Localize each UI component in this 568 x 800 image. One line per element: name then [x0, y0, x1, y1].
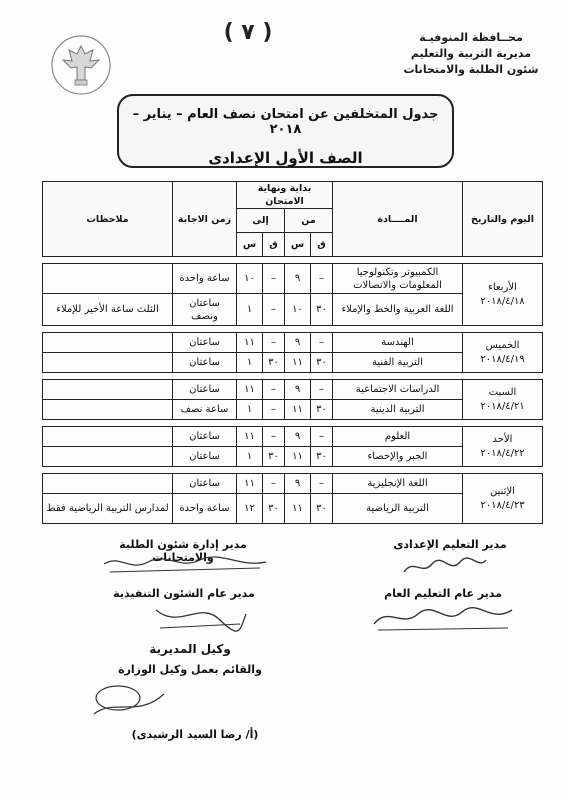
subject-cell: التربية الفنية: [333, 353, 463, 373]
header-subject: المــــادة: [333, 182, 463, 257]
to-minute-cell: –: [263, 380, 285, 400]
grade-title: الصف الأول الإعدادى: [208, 149, 363, 167]
handwritten-signature-icon: [400, 554, 490, 580]
notes-cell: [43, 333, 173, 353]
from-minute-cell: ٣٠: [311, 447, 333, 467]
handwritten-signature-icon: [100, 552, 270, 576]
day-cell: [463, 380, 543, 420]
subject-cell: الجبر والإحصاء: [333, 447, 463, 467]
header-from-hour: س: [285, 233, 311, 257]
subject-cell: الهندسة: [333, 333, 463, 353]
from-minute-cell: –: [311, 474, 333, 494]
subject-cell: الكمبيوتر وتكنولوجيا المعلومات والاتصالات: [333, 264, 463, 294]
notes-cell: لمدارس التربية الرياضية فقط: [43, 494, 173, 524]
duration-cell: ساعة واحدة: [173, 264, 237, 294]
notes-cell: الثلث ساعة الأخير للإملاء: [43, 294, 173, 326]
notes-cell: [43, 427, 173, 447]
duration-cell: ساعتان: [173, 353, 237, 373]
day-name: الخميس: [485, 339, 520, 351]
subject-cell: اللغة العربية والخط والإملاء: [333, 294, 463, 326]
department-name: شئون الطلبة والامتحانات: [403, 63, 539, 76]
from-minute-cell: ٣٠: [311, 494, 333, 524]
handwritten-signature-icon: [150, 600, 250, 636]
from-minute-cell: –: [311, 427, 333, 447]
header-from-minute: ق: [311, 233, 333, 257]
executive-director-signature-label: مدير عام الشئون التنفيذية: [113, 587, 255, 600]
duration-cell: ساعتان: [173, 427, 237, 447]
deputy-acting-title-label: والقائم بعمل وكيل الوزارة: [118, 663, 262, 676]
header-to-hour: س: [237, 233, 263, 257]
to-hour-cell: ١١: [237, 474, 263, 494]
to-minute-cell: ٣٠: [263, 494, 285, 524]
header-to-minute: ق: [263, 233, 285, 257]
handwritten-signature-icon: [368, 600, 518, 634]
from-minute-cell: ٣٠: [311, 353, 333, 373]
to-minute-cell: –: [263, 294, 285, 326]
header-day-date: اليوم والتاريخ: [463, 182, 543, 257]
to-hour-cell: ١: [237, 294, 263, 326]
subject-cell: العلوم: [333, 427, 463, 447]
table-row: [43, 474, 543, 494]
duration-cell: ساعتان: [173, 474, 237, 494]
day-date: ٢٠١٨/٤/١٩: [480, 353, 525, 365]
table-row: [43, 333, 543, 353]
from-minute-cell: –: [311, 380, 333, 400]
from-hour-cell: ٩: [285, 474, 311, 494]
duration-cell: ساعتان: [173, 380, 237, 400]
notes-cell: [43, 447, 173, 467]
to-hour-cell: ١٠: [237, 264, 263, 294]
from-hour-cell: ١١: [285, 494, 311, 524]
header-time-range: بداية ونهاية الامتحان: [237, 182, 333, 209]
to-minute-cell: –: [263, 400, 285, 420]
to-hour-cell: ١١: [237, 333, 263, 353]
from-minute-cell: ٣٠: [311, 294, 333, 326]
title-box: [117, 94, 454, 168]
subject-cell: التربية الدينية: [333, 400, 463, 420]
directorate-name: مديرية التربية والتعليم: [410, 47, 532, 60]
header-notes: ملاحظات: [43, 182, 173, 257]
from-hour-cell: ١٠: [285, 294, 311, 326]
from-hour-cell: ١١: [285, 353, 311, 373]
to-hour-cell: ١: [237, 400, 263, 420]
duration-cell: ساعتان: [173, 333, 237, 353]
notes-cell: [43, 400, 173, 420]
from-minute-cell: –: [311, 264, 333, 294]
day-date: ٢٠١٨/٤/١٨: [480, 295, 525, 307]
notes-cell: [43, 380, 173, 400]
deputy-title-label: وكيل المديرية: [149, 642, 231, 656]
duration-cell: ساعة نصف: [173, 400, 237, 420]
from-hour-cell: ٩: [285, 380, 311, 400]
table-row: [43, 380, 543, 400]
from-minute-cell: ٣٠: [311, 400, 333, 420]
to-minute-cell: –: [263, 427, 285, 447]
deputy-name-label: (أ/ رضا السيد الرشيدى): [131, 728, 259, 741]
table-row: [43, 264, 543, 294]
subject-cell: التربية الرياضية: [333, 494, 463, 524]
day-cell: [463, 427, 543, 467]
day-date: ٢٠١٨/٤/٢٢: [480, 447, 525, 459]
from-hour-cell: ٩: [285, 333, 311, 353]
day-cell: [463, 474, 543, 524]
document-title: جدول المتخلفين عن امتحان نصف العام – يناير – ٢٠١٨: [132, 107, 439, 137]
to-hour-cell: ١: [237, 353, 263, 373]
governorate-name: محــافظة المنوفيـة: [419, 31, 523, 44]
prep-director-signature-label: مدير التعليم الإعدادى: [393, 538, 507, 551]
from-minute-cell: –: [311, 333, 333, 353]
eagle-emblem-icon: [50, 34, 112, 96]
from-hour-cell: ٩: [285, 427, 311, 447]
from-hour-cell: ٩: [285, 264, 311, 294]
day-date: ٢٠١٨/٤/٢٣: [480, 499, 525, 511]
duration-cell: ساعتان ونصف: [173, 294, 237, 326]
notes-cell: [43, 264, 173, 294]
to-minute-cell: ٣٠: [263, 447, 285, 467]
notes-cell: [43, 353, 173, 373]
day-cell: [463, 264, 543, 326]
notes-cell: [43, 474, 173, 494]
day-name: الإثنين: [490, 485, 515, 497]
day-name: السبت: [488, 386, 517, 398]
header-from: من: [285, 209, 333, 233]
subject-cell: الدراسات الاجتماعية: [333, 380, 463, 400]
to-minute-cell: –: [263, 474, 285, 494]
from-hour-cell: ١١: [285, 400, 311, 420]
table-row: [43, 427, 543, 447]
from-hour-cell: ١١: [285, 447, 311, 467]
to-minute-cell: –: [263, 264, 285, 294]
to-hour-cell: ١: [237, 447, 263, 467]
day-name: الأربعاء: [488, 281, 517, 293]
duration-cell: ساعة واحدة: [173, 494, 237, 524]
day-cell: [463, 333, 543, 373]
handwritten-signature-icon: [88, 678, 168, 722]
subject-cell: اللغة الإنجليزية: [333, 474, 463, 494]
to-minute-cell: –: [263, 333, 285, 353]
to-hour-cell: ١٢: [237, 494, 263, 524]
duration-cell: ساعتان: [173, 447, 237, 467]
exam-schedule-table: [42, 181, 543, 524]
to-hour-cell: ١١: [237, 427, 263, 447]
student-affairs-director-signature-label: مدير إدارة شئون الطلبة والامتحانات: [119, 538, 247, 564]
organization-header: [396, 30, 546, 78]
header-to: إلى: [237, 209, 285, 233]
page-number: ( ٧ ): [223, 20, 273, 45]
day-date: ٢٠١٨/٤/٢١: [480, 400, 525, 412]
header-duration: زمن الاجابة: [173, 182, 237, 257]
to-minute-cell: ٣٠: [263, 353, 285, 373]
day-name: الأحد: [492, 433, 513, 445]
to-hour-cell: ١١: [237, 380, 263, 400]
general-director-signature-label: مدير عام التعليم العام: [384, 587, 502, 600]
